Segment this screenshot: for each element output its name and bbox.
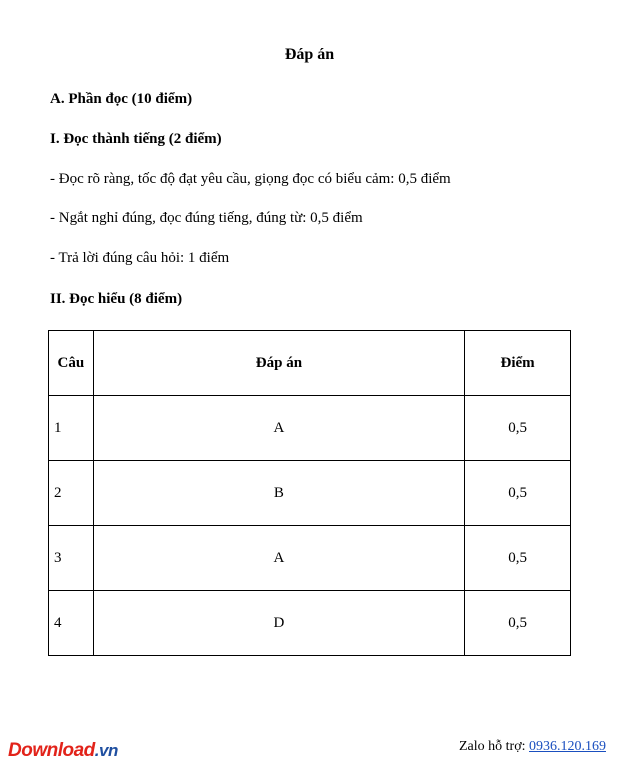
section-ii-heading: II. Đọc hiểu (8 điểm) bbox=[50, 291, 183, 307]
cell-score: 0,5 bbox=[465, 591, 571, 656]
table-row bbox=[49, 526, 571, 591]
header-answer: Đáp án bbox=[93, 331, 464, 396]
page-title: Đáp án bbox=[284, 46, 335, 63]
cell-question: 4 bbox=[49, 591, 94, 656]
download-vn-logo[interactable] bbox=[8, 740, 118, 762]
cell-answer: A bbox=[93, 396, 464, 461]
logo-brand-text: Download bbox=[8, 740, 95, 761]
criteria-item: - Ngắt nghỉ đúng, đọc đúng tiếng, đúng từ: 0,5 điểm bbox=[50, 210, 363, 226]
cell-score: 0,5 bbox=[465, 526, 571, 591]
cell-answer: D bbox=[93, 591, 464, 656]
table-row bbox=[49, 591, 571, 656]
header-score: Điểm bbox=[465, 331, 571, 396]
criteria-item: - Trả lời đúng câu hỏi: 1 điểm bbox=[50, 250, 230, 266]
cell-answer: A bbox=[93, 526, 464, 591]
table-row bbox=[49, 461, 571, 526]
cell-question: 3 bbox=[49, 526, 94, 591]
cell-score: 0,5 bbox=[465, 461, 571, 526]
cell-question: 2 bbox=[49, 461, 94, 526]
section-i-heading: I. Đọc thành tiếng (2 điểm) bbox=[50, 131, 222, 147]
logo-tld-text: .vn bbox=[94, 741, 118, 760]
support-phone-link[interactable]: 0936.120.169 bbox=[529, 739, 606, 754]
cell-score: 0,5 bbox=[465, 396, 571, 461]
section-a-heading: A. Phần đọc (10 điểm) bbox=[50, 91, 193, 107]
answer-table bbox=[48, 330, 571, 656]
support-label: Zalo hỗ trợ: bbox=[459, 739, 529, 754]
table-header-row bbox=[49, 331, 571, 396]
criteria-item: - Đọc rõ ràng, tốc độ đạt yêu cầu, giọng đọc có biểu cảm: 0,5 điểm bbox=[50, 171, 451, 187]
header-question: Câu bbox=[49, 331, 94, 396]
zalo-support bbox=[459, 739, 606, 755]
table-row bbox=[49, 396, 571, 461]
cell-answer: B bbox=[93, 461, 464, 526]
cell-question: 1 bbox=[49, 396, 94, 461]
